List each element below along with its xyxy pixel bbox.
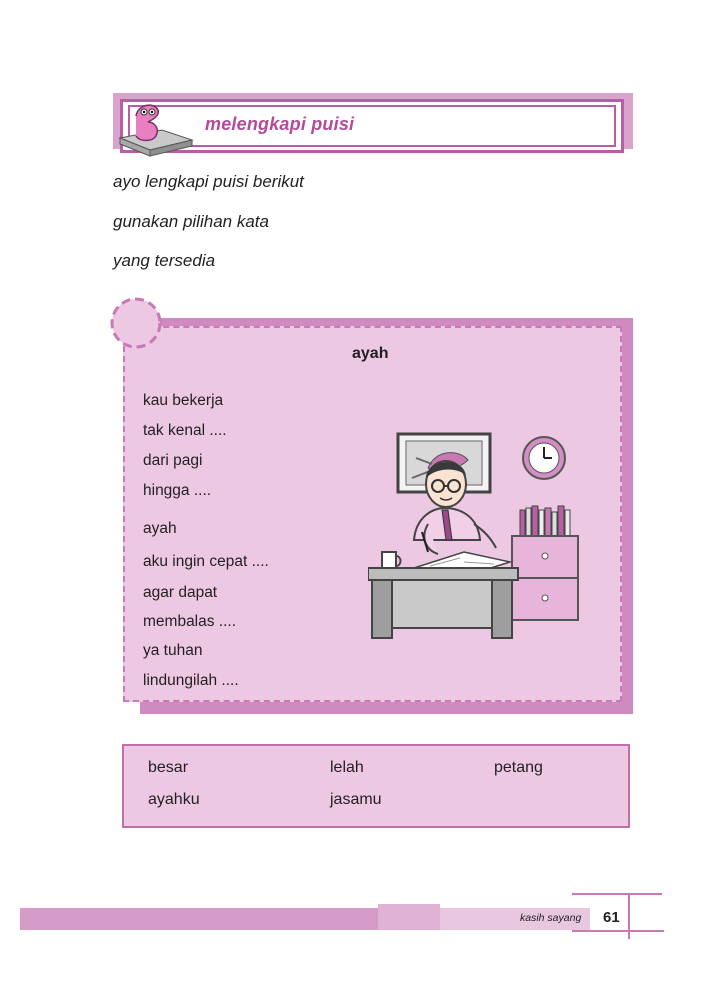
title-banner-inner-border — [128, 105, 616, 147]
book-with-letter-icon — [116, 98, 194, 158]
poem-line: lindungilah .... — [143, 672, 239, 689]
word-choice: ayahku — [148, 791, 200, 808]
circle-decoration-icon — [110, 297, 162, 349]
footer-bar — [20, 908, 440, 930]
poem-line: tak kenal .... — [143, 422, 227, 439]
poem-line: hingga .... — [143, 482, 212, 499]
instruction-line-2: gunakan pilihan kata — [113, 212, 269, 231]
footer-divider — [572, 930, 664, 932]
footer-divider — [628, 893, 630, 939]
word-choice: petang — [494, 759, 543, 776]
word-choices-box — [122, 744, 630, 828]
poem-line: agar dapat — [143, 584, 218, 601]
footer-bar-accent — [378, 904, 440, 930]
footer-divider — [572, 893, 662, 895]
poem-line: kau bekerja — [143, 392, 224, 409]
instruction-line-1: ayo lengkapi puisi berikut — [113, 172, 304, 191]
poem-line: ya tuhan — [143, 642, 203, 659]
instruction-line-3: yang tersedia — [113, 251, 216, 270]
poem-line: membalas .... — [143, 613, 237, 630]
father-working-at-desk-illustration — [368, 428, 588, 640]
word-choice: jasamu — [330, 791, 382, 808]
word-choice: lelah — [330, 759, 364, 776]
page-title: melengkapi puisi — [205, 114, 355, 134]
poem-line: dari pagi — [143, 452, 203, 469]
poem-title: ayah — [352, 345, 389, 362]
book-title: kasih sayang — [520, 912, 582, 924]
poem-line: ayah — [143, 520, 177, 537]
page-number: 61 — [603, 909, 620, 926]
poem-line: aku ingin cepat .... — [143, 553, 269, 570]
word-choice: besar — [148, 759, 189, 776]
